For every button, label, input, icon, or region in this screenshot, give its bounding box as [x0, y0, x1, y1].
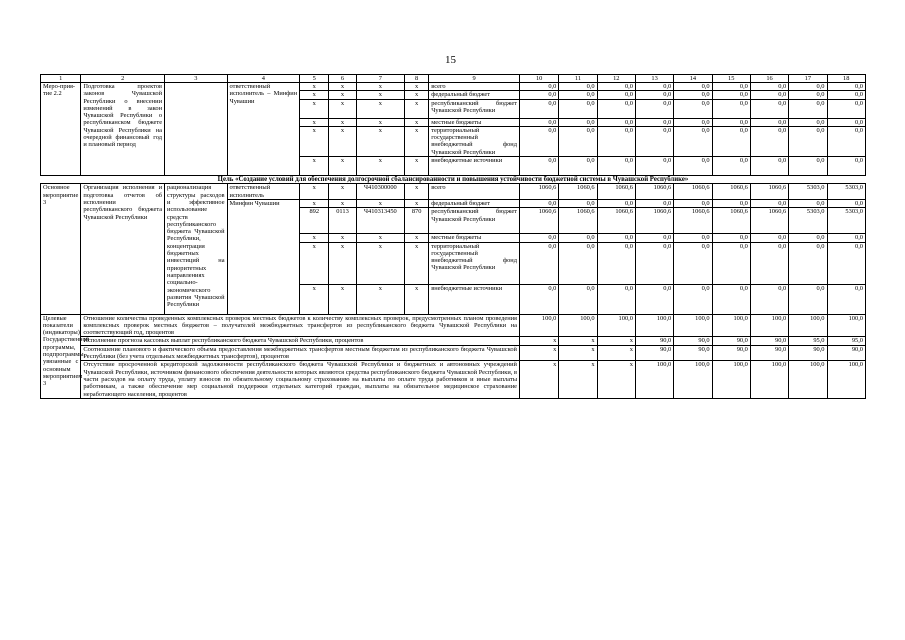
budget-code-cell: x: [405, 242, 429, 284]
indicator-value: 100,0: [750, 314, 788, 337]
budget-code-cell: x: [329, 83, 356, 91]
header-cell: 5: [300, 75, 329, 83]
indicator-value: x: [519, 361, 558, 398]
value-cell: 0,0: [712, 126, 750, 156]
indicator-value: 100,0: [750, 361, 788, 398]
value-cell: 0,0: [559, 91, 597, 99]
budget-code-cell: x: [356, 234, 404, 242]
value-cell: 0,0: [559, 242, 597, 284]
value-cell: 1060,6: [519, 184, 558, 200]
budget-code-cell: x: [329, 91, 356, 99]
value-cell: 5303,0: [789, 184, 827, 200]
funding-source: внебюджетные источники: [429, 284, 520, 314]
value-cell: 0,0: [712, 242, 750, 284]
value-cell: 0,0: [827, 157, 866, 176]
value-cell: 0,0: [519, 126, 558, 156]
value-cell: 1060,6: [559, 208, 597, 234]
indicator-value: 90,0: [712, 345, 750, 361]
budget-code-cell: x: [300, 83, 329, 91]
budget-code-cell: x: [300, 242, 329, 284]
budget-code-cell: x: [405, 118, 429, 126]
indicator-value: x: [519, 345, 558, 361]
budget-code-cell: x: [300, 284, 329, 314]
budget-code-cell: x: [405, 234, 429, 242]
funding-source: территориальный государственный внебюджетный фонд Чувашской Республики: [429, 126, 520, 156]
budget-code-cell: x: [356, 83, 404, 91]
header-cell: 16: [750, 75, 788, 83]
header-cell: 18: [827, 75, 866, 83]
budget-code-cell: x: [356, 157, 404, 176]
value-cell: 0,0: [597, 83, 635, 91]
value-cell: 0,0: [674, 284, 712, 314]
indicator-value: 90,0: [750, 337, 788, 345]
header-cell: 8: [405, 75, 429, 83]
indicator-value: 100,0: [712, 314, 750, 337]
value-cell: 0,0: [635, 284, 673, 314]
value-cell: 0,0: [597, 99, 635, 118]
value-cell: 0,0: [789, 157, 827, 176]
header-row: [41, 75, 866, 83]
indicator-text: Исполнение прогноза кассовых выплат республиканского бюджета Чувашской Республики, процентов: [81, 337, 520, 345]
block1-goal-col: [165, 83, 228, 176]
value-cell: 0,0: [827, 83, 866, 91]
budget-code-cell: x: [329, 234, 356, 242]
budget-code-cell: x: [356, 242, 404, 284]
funding-source: федеральный бюджет: [429, 199, 520, 207]
indicator-value: x: [597, 361, 635, 398]
value-cell: 0,0: [789, 242, 827, 284]
indicator-row: [41, 345, 866, 361]
value-cell: 0,0: [597, 284, 635, 314]
value-cell: 5303,0: [827, 208, 866, 234]
value-cell: 1060,6: [635, 184, 673, 200]
header-cell: 13: [635, 75, 673, 83]
value-cell: 0,0: [674, 242, 712, 284]
header-cell: 12: [597, 75, 635, 83]
block1-event-name: Подготовка проектов законов Чувашской Республики о внесении изменений в закон Чувашской Республики о республиканском бюджете Чувашской Республики на очередной финансовый год и плановый период: [81, 83, 165, 176]
budget-code-cell: x: [356, 118, 404, 126]
indicator-row: [41, 361, 866, 398]
value-cell: 1060,6: [519, 208, 558, 234]
value-cell: 0,0: [827, 284, 866, 314]
indicator-value: x: [559, 361, 597, 398]
budget-code-cell: x: [329, 126, 356, 156]
indicators-label: Целевые показатели (индикаторы) Государственной программы, подпрограммы, увязанные с основным мероприятием 3: [41, 314, 81, 398]
value-cell: 0,0: [559, 99, 597, 118]
indicator-value: x: [597, 345, 635, 361]
budget-code-cell: x: [329, 242, 356, 284]
indicator-value: 90,0: [635, 345, 673, 361]
indicator-row: [41, 337, 866, 345]
indicator-value: 90,0: [712, 337, 750, 345]
value-cell: 1060,6: [674, 208, 712, 234]
budget-code-cell: x: [405, 83, 429, 91]
indicator-value: x: [559, 337, 597, 345]
indicator-value: 95,0: [827, 337, 866, 345]
budget-code-cell: x: [329, 118, 356, 126]
value-cell: 0,0: [674, 157, 712, 176]
value-cell: 0,0: [712, 91, 750, 99]
goal-heading: Цель «Создание условий для обеспечения долгосрочной сбалансированности и повышения устойчивости бюджетной системы в Чувашской Республике»: [41, 176, 866, 184]
value-cell: 0,0: [635, 91, 673, 99]
value-cell: 0,0: [519, 199, 558, 207]
funding-source: внебюджетные источники: [429, 157, 520, 176]
value-cell: 5303,0: [789, 208, 827, 234]
budget-code-cell: x: [356, 99, 404, 118]
indicator-value: 100,0: [519, 314, 558, 337]
value-cell: 1060,6: [597, 208, 635, 234]
budget-code-cell: x: [300, 99, 329, 118]
budget-code-cell: x: [329, 99, 356, 118]
value-cell: 0,0: [635, 126, 673, 156]
indicator-value: 100,0: [635, 361, 673, 398]
value-cell: 0,0: [712, 234, 750, 242]
value-cell: 0,0: [635, 199, 673, 207]
indicator-value: 90,0: [674, 345, 712, 361]
value-cell: 0,0: [712, 118, 750, 126]
value-cell: 0,0: [750, 242, 788, 284]
funding-source: местные бюджеты: [429, 118, 520, 126]
value-cell: 0,0: [750, 234, 788, 242]
value-cell: 0,0: [559, 234, 597, 242]
budget-program-table: [40, 74, 866, 399]
value-cell: 5303,0: [827, 184, 866, 200]
value-cell: 0,0: [519, 91, 558, 99]
value-cell: 0,0: [559, 157, 597, 176]
value-cell: 0,0: [519, 242, 558, 284]
value-cell: 0,0: [750, 126, 788, 156]
funding-source: всего: [429, 184, 520, 200]
value-cell: 0,0: [519, 157, 558, 176]
indicator-value: 90,0: [750, 345, 788, 361]
value-cell: 0,0: [519, 83, 558, 91]
value-cell: 0,0: [635, 118, 673, 126]
value-cell: 0,0: [635, 99, 673, 118]
indicator-text: Соотношение планового и фактического объема предоставления межбюджетных трансфертов местным бюджетам из республиканского бюджета Чувашской Республики (без учета отдельных межбюджетных трансфертов), процентов: [81, 345, 520, 361]
value-cell: 0,0: [597, 118, 635, 126]
header-cell: 1: [41, 75, 81, 83]
value-cell: 0,0: [712, 83, 750, 91]
value-cell: 0,0: [674, 199, 712, 207]
budget-code-cell: x: [405, 157, 429, 176]
budget-code-cell: x: [405, 99, 429, 118]
header-cell: 11: [559, 75, 597, 83]
budget-code-cell: x: [329, 199, 356, 207]
header-cell: 14: [674, 75, 712, 83]
value-cell: 0,0: [674, 83, 712, 91]
value-cell: 0,0: [750, 83, 788, 91]
value-cell: 0,0: [750, 99, 788, 118]
block1-event-type: Меро-прия-тие 2.2: [41, 83, 81, 176]
value-cell: 0,0: [559, 118, 597, 126]
value-cell: 0,0: [750, 284, 788, 314]
block1-row: [41, 83, 866, 91]
value-cell: 0,0: [597, 199, 635, 207]
value-cell: 0,0: [712, 284, 750, 314]
header-cell: 6: [329, 75, 356, 83]
header-cell: 10: [519, 75, 558, 83]
budget-code-cell: x: [329, 157, 356, 176]
indicator-value: 100,0: [635, 314, 673, 337]
indicator-row: [41, 314, 866, 337]
value-cell: 0,0: [674, 234, 712, 242]
value-cell: 0,0: [674, 126, 712, 156]
value-cell: 0,0: [597, 126, 635, 156]
value-cell: 0,0: [789, 118, 827, 126]
budget-code-cell: x: [356, 126, 404, 156]
header-cell: 9: [429, 75, 520, 83]
value-cell: 0,0: [635, 234, 673, 242]
header-cell: 7: [356, 75, 404, 83]
header-cell: 4: [227, 75, 300, 83]
value-cell: 0,0: [789, 284, 827, 314]
indicator-value: 90,0: [789, 345, 827, 361]
value-cell: 0,0: [674, 118, 712, 126]
value-cell: 0,0: [597, 234, 635, 242]
indicator-value: 100,0: [712, 361, 750, 398]
value-cell: 0,0: [750, 157, 788, 176]
budget-code-cell: x: [300, 157, 329, 176]
value-cell: 0,0: [635, 83, 673, 91]
value-cell: 0,0: [789, 234, 827, 242]
budget-code-cell: x: [300, 118, 329, 126]
value-cell: 0,0: [635, 157, 673, 176]
budget-code-cell: x: [329, 184, 356, 200]
budget-code-cell: x: [356, 284, 404, 314]
value-cell: 0,0: [712, 99, 750, 118]
budget-code-cell: 0113: [329, 208, 356, 234]
value-cell: 0,0: [597, 242, 635, 284]
header-cell: 3: [165, 75, 228, 83]
value-cell: 0,0: [789, 99, 827, 118]
page-number: 15: [445, 54, 456, 66]
block1-executor: ответственный исполнитель – Минфин Чувашии: [227, 83, 300, 176]
indicator-value: 100,0: [597, 314, 635, 337]
funding-source: территориальный государственный внебюджетный фонд Чувашской Республики: [429, 242, 520, 284]
value-cell: 0,0: [827, 126, 866, 156]
budget-code-cell: x: [405, 91, 429, 99]
budget-code-cell: Ч410313450: [356, 208, 404, 234]
goal-row: [41, 176, 866, 184]
value-cell: 0,0: [827, 242, 866, 284]
value-cell: 0,0: [712, 199, 750, 207]
indicator-value: 100,0: [559, 314, 597, 337]
value-cell: 0,0: [827, 118, 866, 126]
value-cell: 0,0: [827, 99, 866, 118]
value-cell: 0,0: [827, 91, 866, 99]
indicator-value: 100,0: [789, 314, 827, 337]
block2-row: [41, 184, 866, 200]
budget-code-cell: x: [300, 91, 329, 99]
value-cell: 0,0: [559, 126, 597, 156]
value-cell: 1060,6: [750, 208, 788, 234]
indicator-value: 100,0: [674, 361, 712, 398]
funding-source: всего: [429, 83, 520, 91]
value-cell: 0,0: [712, 157, 750, 176]
value-cell: 1060,6: [674, 184, 712, 200]
indicator-text: Отношение количества проведенных комплексных проверок местных бюджетов к количеству комплексных проверок, предусмотренных планом проведения комплексных проверок местных бюджетов – получателей межбюджетных трансфертов из республиканского бюджета Чувашской Республики на соответствующий год, процентов: [81, 314, 520, 337]
block2-executor-name: Минфин Чувашии: [227, 199, 300, 314]
value-cell: 0,0: [827, 234, 866, 242]
budget-code-cell: x: [300, 126, 329, 156]
value-cell: 0,0: [789, 126, 827, 156]
indicator-value: x: [597, 337, 635, 345]
value-cell: 0,0: [519, 99, 558, 118]
indicator-value: 100,0: [827, 361, 866, 398]
header-cell: 2: [81, 75, 165, 83]
value-cell: 0,0: [750, 118, 788, 126]
value-cell: 0,0: [789, 83, 827, 91]
header-cell: 15: [712, 75, 750, 83]
block2-event-name: Организация исполнения и подготовка отчетов об исполнении республиканского бюджета Чувашской Республики: [81, 184, 165, 314]
value-cell: 0,0: [559, 284, 597, 314]
block2-executor-role: ответственный исполнитель: [227, 184, 300, 200]
budget-code-cell: 870: [405, 208, 429, 234]
indicator-value: 90,0: [827, 345, 866, 361]
indicator-value: 100,0: [789, 361, 827, 398]
budget-code-cell: x: [405, 184, 429, 200]
indicator-value: 90,0: [635, 337, 673, 345]
value-cell: 0,0: [827, 199, 866, 207]
value-cell: 0,0: [750, 199, 788, 207]
value-cell: 1060,6: [597, 184, 635, 200]
value-cell: 0,0: [674, 99, 712, 118]
budget-code-cell: x: [356, 199, 404, 207]
block2-event-type: Основное мероприятие 3: [41, 184, 81, 314]
value-cell: 1060,6: [750, 184, 788, 200]
value-cell: 1060,6: [559, 184, 597, 200]
indicator-text: Отсутствие просроченной кредиторской задолженности республиканского бюджета Чувашской Республики и бюджетных и автономных учреждений Чувашской Республики, источником финансового обеспечения деятельности которых являются средства республиканского бюджета Чувашской Республики, в части расходов на оплату труда, уплату взносов по обязательному социальному страхованию на выплаты по оплате труда работников и иные выплаты работникам, а также обеспечение мер социальной поддержки отдельных категорий граждан, выплаты на обязательное медицинское страхование неработающего населения, процентов: [81, 361, 520, 398]
value-cell: 1060,6: [635, 208, 673, 234]
value-cell: 0,0: [597, 157, 635, 176]
indicator-value: 100,0: [674, 314, 712, 337]
budget-code-cell: 892: [300, 208, 329, 234]
value-cell: 0,0: [750, 91, 788, 99]
header-cell: 17: [789, 75, 827, 83]
budget-code-cell: x: [329, 284, 356, 314]
block2-goal-col: рационализация структуры расходов и эффективное использование средств республиканского бюджета Чувашской Республики, концентрация бюджетных инвестиций на приоритетных направлениях социально-экономического развития Чувашской Республики: [165, 184, 228, 314]
value-cell: 0,0: [635, 242, 673, 284]
value-cell: 0,0: [519, 284, 558, 314]
funding-source: республиканский бюджет Чувашской Республики: [429, 99, 520, 118]
budget-code-cell: x: [300, 234, 329, 242]
indicator-value: 100,0: [827, 314, 866, 337]
value-cell: 0,0: [674, 91, 712, 99]
value-cell: 0,0: [789, 91, 827, 99]
value-cell: 0,0: [789, 199, 827, 207]
indicator-value: x: [559, 345, 597, 361]
indicator-value: x: [519, 337, 558, 345]
value-cell: 0,0: [559, 83, 597, 91]
budget-code-cell: x: [405, 284, 429, 314]
budget-code-cell: Ч410300000: [356, 184, 404, 200]
value-cell: 0,0: [519, 234, 558, 242]
indicator-value: 90,0: [674, 337, 712, 345]
budget-code-cell: x: [356, 91, 404, 99]
funding-source: федеральный бюджет: [429, 91, 520, 99]
budget-code-cell: x: [405, 126, 429, 156]
funding-source: местные бюджеты: [429, 234, 520, 242]
value-cell: 0,0: [519, 118, 558, 126]
indicator-value: 95,0: [789, 337, 827, 345]
value-cell: 1060,6: [712, 184, 750, 200]
value-cell: 1060,6: [712, 208, 750, 234]
funding-source: республиканский бюджет Чувашской Республики: [429, 208, 520, 234]
value-cell: 0,0: [559, 199, 597, 207]
budget-code-cell: x: [300, 184, 329, 200]
value-cell: 0,0: [597, 91, 635, 99]
budget-code-cell: x: [405, 199, 429, 207]
budget-code-cell: x: [300, 199, 329, 207]
